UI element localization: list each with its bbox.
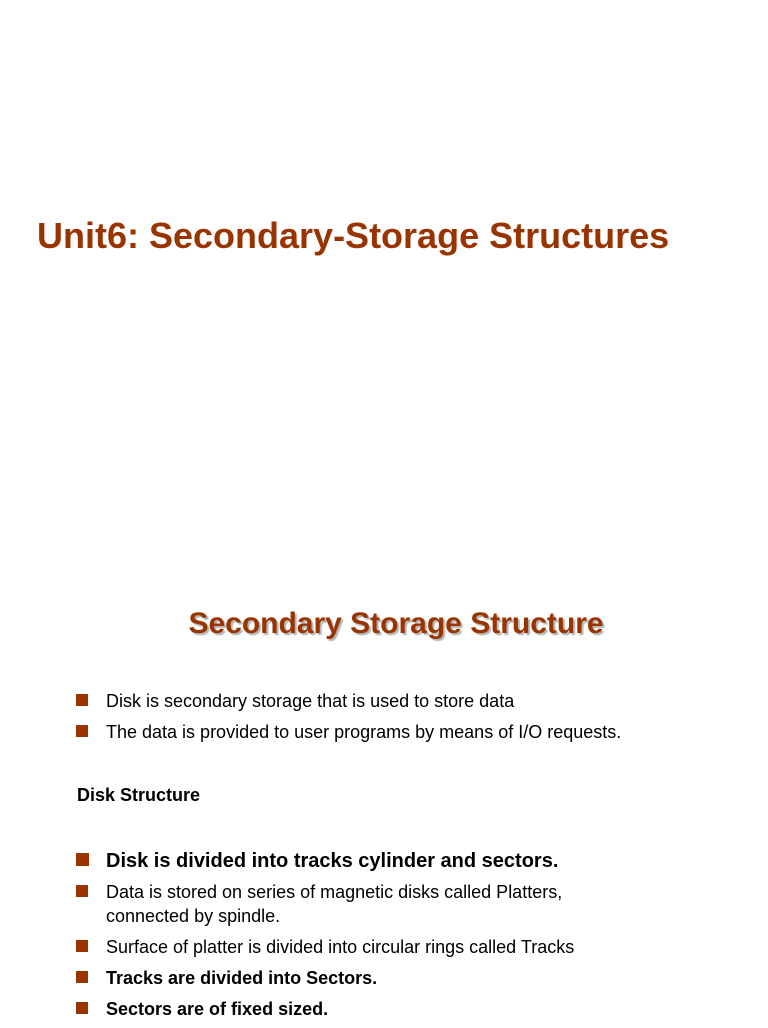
square-bullet-icon xyxy=(76,940,88,952)
list-item-text: Disk is secondary storage that is used to store data xyxy=(106,691,515,711)
square-bullet-icon xyxy=(76,1002,88,1014)
intro-bullet-list xyxy=(76,689,621,751)
list-item xyxy=(76,935,626,959)
slide-title: Unit6: Secondary-Storage Structures xyxy=(37,215,670,256)
list-item xyxy=(76,720,621,744)
list-item xyxy=(76,880,626,928)
list-item-text: Surface of platter is divided into circular rings called Tracks xyxy=(106,937,575,957)
square-bullet-icon xyxy=(76,885,88,897)
list-item-text: Sectors are of fixed sized. xyxy=(106,999,329,1019)
list-item xyxy=(76,689,621,713)
square-bullet-icon xyxy=(76,725,88,737)
list-item xyxy=(76,997,626,1021)
disk-structure-heading: Disk Structure xyxy=(77,785,201,805)
square-bullet-icon xyxy=(76,853,89,866)
list-item-text: The data is provided to user programs by means of I/O requests. xyxy=(106,722,622,742)
list-item-text: Tracks are divided into Sectors. xyxy=(106,968,378,988)
list-item xyxy=(76,848,626,874)
list-item-text: Disk is divided into tracks cylinder and sectors. xyxy=(106,850,559,872)
square-bullet-icon xyxy=(76,971,88,983)
disk-bullet-list xyxy=(76,848,626,1028)
list-item xyxy=(76,966,626,990)
square-bullet-icon xyxy=(76,694,88,706)
list-item-text: Data is stored on series of magnetic disks called Platters, connected by spindle. xyxy=(106,882,563,926)
section-title: Secondary Storage Structure xyxy=(188,607,604,640)
